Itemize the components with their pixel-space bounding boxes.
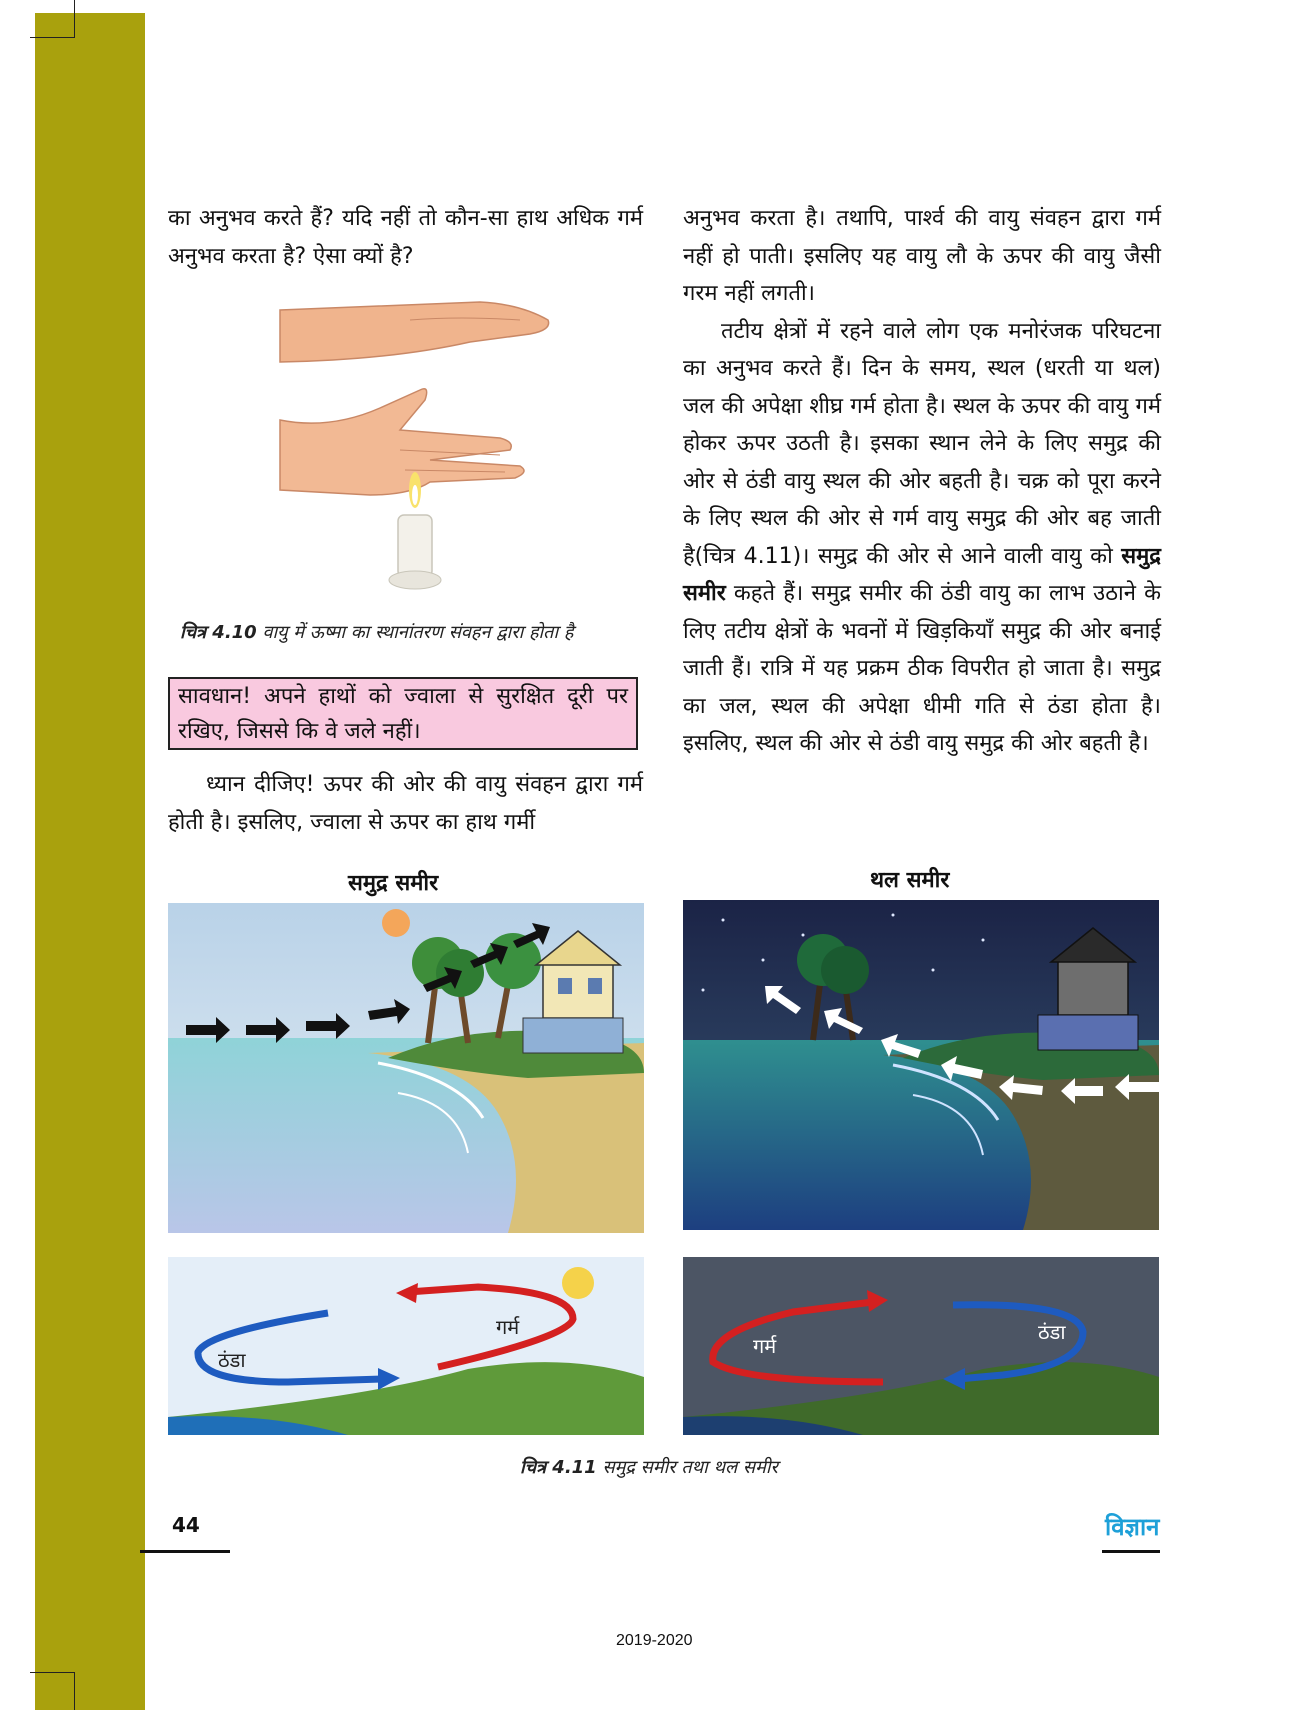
sea-breeze-title: समुद्र समीर xyxy=(348,871,439,896)
sea-breeze-hot-label: गर्म xyxy=(496,1315,520,1339)
sea-breeze-scene xyxy=(168,903,644,1233)
land-breeze-scene xyxy=(683,900,1159,1230)
subject-underline xyxy=(1102,1550,1160,1553)
page-number: 44 xyxy=(172,1513,200,1537)
subject-title: विज्ञान xyxy=(1105,1513,1160,1541)
page-number-underline xyxy=(140,1550,230,1553)
figure-4-10-label: चित्र 4.10 xyxy=(180,622,257,643)
right-paragraph-2-end: कहते हैं। समुद्र समीर की ठंडी वायु का लाभ उठाने के लिए तटीय क्षेत्रों के भवनों में खिड़कियाँ समुद्र की ओर बनाई जाती हैं। रात्रि में यह प्रक्रम ठीक विपरीत हो जाता है। समुद्र का जल, स्थल की अपेक्षा धीमी गति से ठंडा होता है। इसलिए, स्थल की ओर से ठंडी वायु समुद्र की ओर बहती है। xyxy=(683,581,1161,756)
crop-mark-bottom-h xyxy=(30,1672,75,1673)
left-column-lower xyxy=(168,766,643,841)
left-paragraph-2: ध्यान दीजिए! ऊपर की ओर की वायु संवहन द्वारा गर्म होती है। इसलिए, ज्वाला से ऊपर का हाथ गर्मी xyxy=(168,772,643,835)
left-column xyxy=(168,200,643,275)
hands-candle-illustration xyxy=(270,290,560,600)
sea-breeze-term: समुद्र समीर xyxy=(683,543,1161,606)
figure-4-11-caption xyxy=(520,1455,778,1479)
margin-band xyxy=(35,13,145,1710)
right-column xyxy=(683,200,1161,763)
figure-4-10-caption xyxy=(180,620,573,644)
sea-breeze-cold-label: ठंडा xyxy=(218,1348,246,1372)
land-breeze-hot-label: गर्म xyxy=(753,1334,777,1358)
caution-box: सावधान! अपने हाथों को ज्वाला से सुरक्षित दूरी पर रखिए, जिससे कि वे जले नहीं। xyxy=(168,677,638,750)
academic-year: 2019-2020 xyxy=(616,1632,693,1649)
right-paragraph-2-start: तटीय क्षेत्रों में रहने वाले लोग एक मनोरंजक परिघटना का अनुभव करते हैं। दिन के समय, स्थल (धरती या थल) जल की अपेक्षा शीघ्र गर्म होता है। स्थल के ऊपर की वायु गर्म होकर ऊपर उठती है। इसका स्थान लेने के लिए समुद्र की ओर से ठंडी वायु स्थल की ओर बहती है। चक्र को पूरा करने के लिए स्थल की ओर से गर्म वायु समुद्र की ओर बह जाती है(चित्र 4.11)। समुद्र की ओर से आने वाली वायु को xyxy=(683,318,1161,569)
figure-4-11-label: चित्र 4.11 xyxy=(520,1457,597,1478)
left-paragraph-1: का अनुभव करते हैं? यदि नहीं तो कौन-सा हाथ अधिक गर्म अनुभव करता है? ऐसा क्यों है? xyxy=(168,206,643,269)
figure-4-11-text: समुद्र समीर तथा थल समीर xyxy=(602,1457,778,1478)
land-breeze-cold-label: ठंडा xyxy=(1038,1320,1066,1344)
crop-mark-bottom-v xyxy=(74,1672,75,1710)
right-paragraph-2 xyxy=(683,313,1161,763)
sea-breeze-circulation-diagram xyxy=(168,1257,644,1435)
land-breeze-title: थल समीर xyxy=(870,868,950,893)
figure-4-10-text: वायु में ऊष्मा का स्थानांतरण संवहन द्वारा होता है xyxy=(262,622,574,643)
right-paragraph-1: अनुभव करता है। तथापि, पार्श्व की वायु संवहन द्वारा गर्म नहीं हो पाती। इसलिए यह वायु लौ के ऊपर की वायु जैसी गरम नहीं लगती। xyxy=(683,206,1161,306)
crop-mark-top-v xyxy=(74,0,75,38)
land-breeze-circulation-diagram xyxy=(683,1257,1159,1435)
crop-mark-top-h xyxy=(30,37,75,38)
